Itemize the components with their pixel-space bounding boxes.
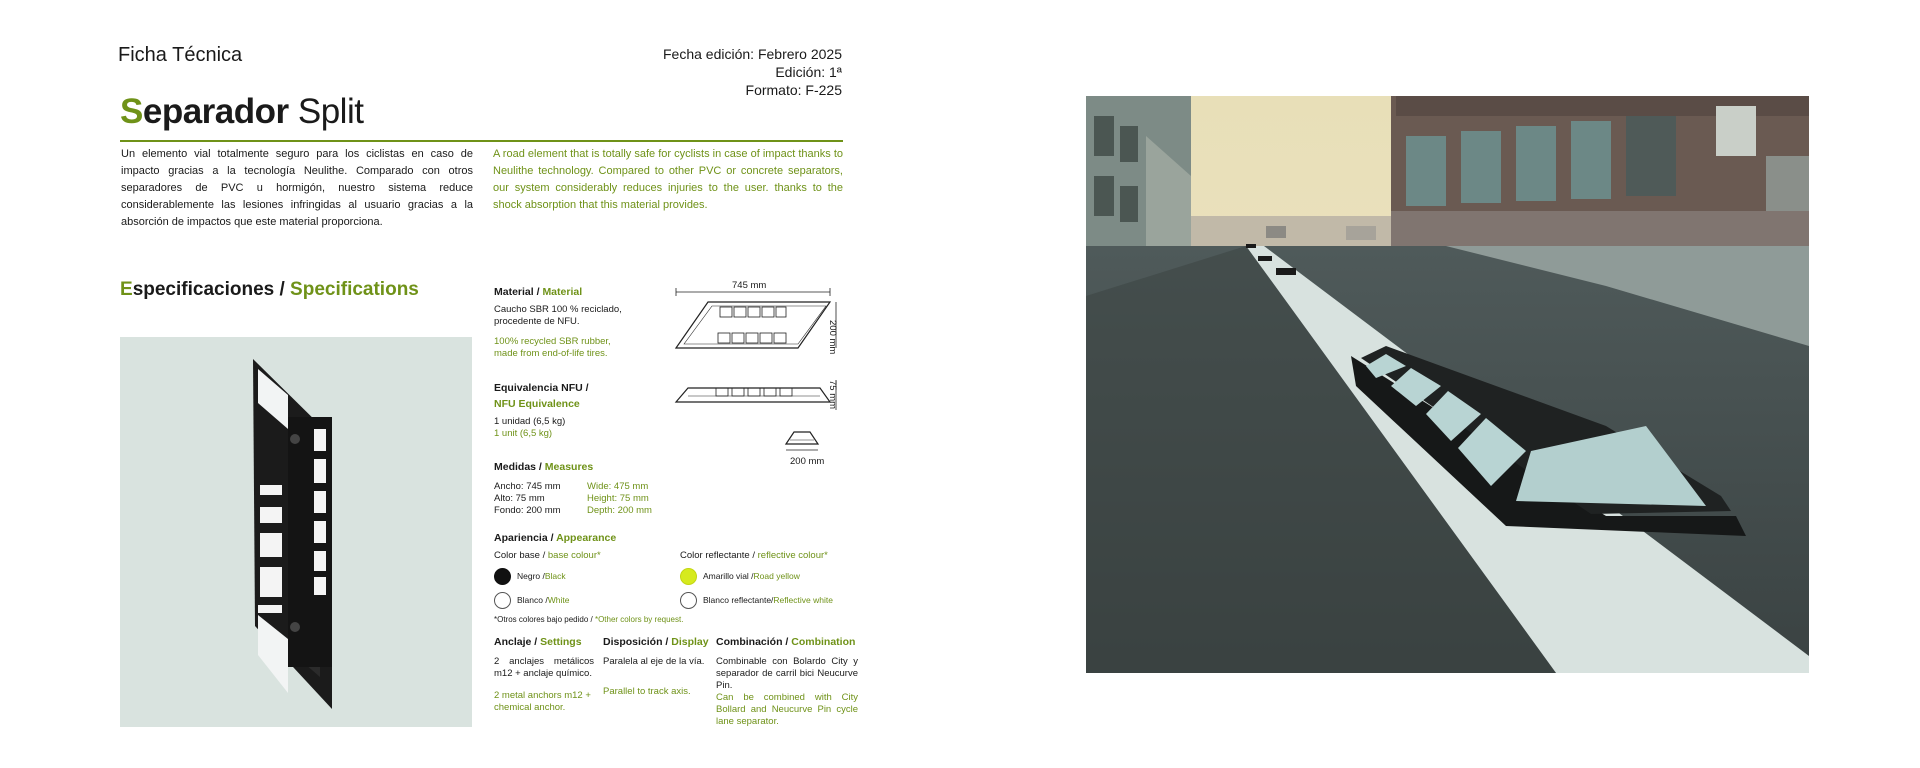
display-en: Parallel to track axis. <box>603 686 691 697</box>
appearance-label-en: Appearance <box>556 532 617 544</box>
appearance-label-es: Apariencia / <box>494 532 557 544</box>
specifications-heading <box>120 279 419 301</box>
product-render <box>120 337 472 727</box>
material-es-line2: procedente de NFU. <box>494 316 580 327</box>
reflective-colour-es: Color reflectante / <box>680 550 758 561</box>
product-title <box>120 92 363 132</box>
swatch-black-en: Black <box>544 571 566 581</box>
measures-label-es: Medidas / <box>494 461 545 473</box>
reflective-white-swatch-icon <box>680 592 697 609</box>
nfu-label-es: Equivalencia NFU / <box>494 382 589 394</box>
title-initial: S <box>120 92 143 131</box>
combination-es: Combinable con Bolardo City y separador de carril bici Neucurve Pin. <box>716 656 858 691</box>
material-label <box>494 284 644 300</box>
display-label-es: Disposición / <box>603 636 672 648</box>
measures-label <box>494 459 694 475</box>
swatch-black <box>494 568 680 585</box>
dim-length: 745 mm <box>732 280 767 291</box>
colour-note-es: *Otros colores bajo pedido / <box>494 615 595 624</box>
reflective-colour-label <box>680 550 833 562</box>
intro-spanish: Un elemento vial totalmente seguro para los ciclistas en caso de impacto gracias a la tecnología Neulithe. Comparado con otros separadores de PVC u hormigón, nuestro sistema reduce considerablemente las lesiones infringidas al usuario gracias a la absorción de impactos que este material proporciona. <box>121 148 473 228</box>
swatch-road-yellow <box>680 568 833 585</box>
separator-top-view-illustration <box>120 337 472 727</box>
edition-date: Fecha edición: Febrero 2025 <box>663 46 842 62</box>
dim-width: 200 mm <box>827 320 838 355</box>
swatch-reflective-white <box>680 592 833 609</box>
swatch-yellow-en: Road yellow <box>753 571 800 581</box>
measures-label-en: Measures <box>544 461 594 473</box>
spec-en: Specifications <box>290 279 419 300</box>
material-en-line1: 100% recycled SBR rubber, <box>494 336 611 347</box>
measure-es-depth: Fondo: 200 mm <box>494 505 561 516</box>
combination-label-es: Combinación / <box>716 636 792 648</box>
title-divider <box>120 140 843 142</box>
settings-label <box>494 634 594 650</box>
colour-note <box>494 615 854 624</box>
material-section <box>494 284 644 360</box>
white-swatch-icon <box>494 592 511 609</box>
settings-en: 2 metal anchors m12 + chemical anchor. <box>494 690 591 713</box>
material-label-es: Material / <box>494 286 543 298</box>
dim-depth: 200 mm <box>790 456 825 467</box>
swatch-black-es: Negro / <box>517 571 545 581</box>
combination-label <box>716 634 858 650</box>
material-en-line2: made from end-of-life tires. <box>494 348 608 359</box>
intro-english: A road element that is totally safe for cyclists in case of impact thanks to Neulithe technology. Compared to other PVC or concrete separators, our system considerably reduces injuries to the user. thanks to the shock absorption that this material provides. <box>493 148 843 211</box>
swatch-refl-white-es: Blanco reflectante/ <box>703 595 774 605</box>
measure-es-width: Ancho: 745 mm <box>494 481 561 492</box>
combination-section <box>716 634 858 728</box>
nfu-es: 1 unidad (6,5 kg) <box>494 416 566 427</box>
appearance-section <box>494 530 854 624</box>
settings-label-en: Settings <box>540 636 582 648</box>
document-type: Ficha Técnica <box>118 44 243 66</box>
measure-en-width: Wide: 475 mm <box>587 481 649 492</box>
technical-drawing <box>670 278 860 478</box>
appearance-label <box>494 530 854 546</box>
measures-en <box>587 481 652 517</box>
measure-es-height: Alto: 75 mm <box>494 493 545 504</box>
reflective-colour-group <box>680 550 833 609</box>
swatch-white <box>494 592 680 609</box>
black-swatch-icon <box>494 568 511 585</box>
nfu-en: 1 unit (6,5 kg) <box>494 428 553 439</box>
material-es-line1: Caucho SBR 100 % reciclado, <box>494 304 622 315</box>
settings-label-es: Anclaje / <box>494 636 541 648</box>
display-label-en: Display <box>671 636 709 648</box>
swatch-white-en: White <box>547 595 570 605</box>
installed-separator-photo <box>1086 96 1809 673</box>
display-label <box>603 634 713 650</box>
base-colour-es: Color base / <box>494 550 548 561</box>
colour-note-en: *Other colors by request. <box>594 615 684 624</box>
combination-label-en: Combination <box>791 636 856 648</box>
reflective-colour-en: reflective colour* <box>757 550 828 561</box>
edition-info <box>663 45 842 99</box>
nfu-label-en: NFU Equivalence <box>494 398 580 410</box>
title-bold: eparador <box>142 92 289 131</box>
swatch-refl-white-en: Reflective white <box>773 595 833 605</box>
material-es <box>494 304 644 328</box>
settings-es: 2 anclajes metálicos m12 + anclaje químico. <box>494 656 594 679</box>
settings-section <box>494 634 594 714</box>
format-code: Formato: F-225 <box>745 82 842 98</box>
spec-initial: E <box>120 279 133 300</box>
edition-number: Edición: 1ª <box>775 64 842 80</box>
street-photo <box>1086 96 1809 673</box>
spec-es: specificaciones / <box>132 279 291 300</box>
measure-en-depth: Depth: 200 mm <box>587 505 652 516</box>
base-colour-label <box>494 550 680 562</box>
dim-height: 75 mm <box>827 380 838 410</box>
display-section <box>603 634 713 698</box>
combination-en: Can be combined with City Bollard and Neucurve Pin cycle lane separator. <box>716 692 858 727</box>
material-en <box>494 336 644 360</box>
yellow-swatch-icon <box>680 568 697 585</box>
material-label-en: Material <box>542 286 583 298</box>
base-colour-group <box>494 550 680 609</box>
measures-es <box>494 481 587 517</box>
measures-section <box>494 459 694 517</box>
base-colour-en: base colour* <box>547 550 601 561</box>
title-light: Split <box>288 92 364 131</box>
swatch-yellow-es: Amarillo vial / <box>703 571 754 581</box>
display-es: Paralela al eje de la vía. <box>603 656 705 667</box>
swatch-white-es: Blanco / <box>517 595 548 605</box>
measure-en-height: Height: 75 mm <box>587 493 649 504</box>
nfu-section <box>494 380 644 440</box>
